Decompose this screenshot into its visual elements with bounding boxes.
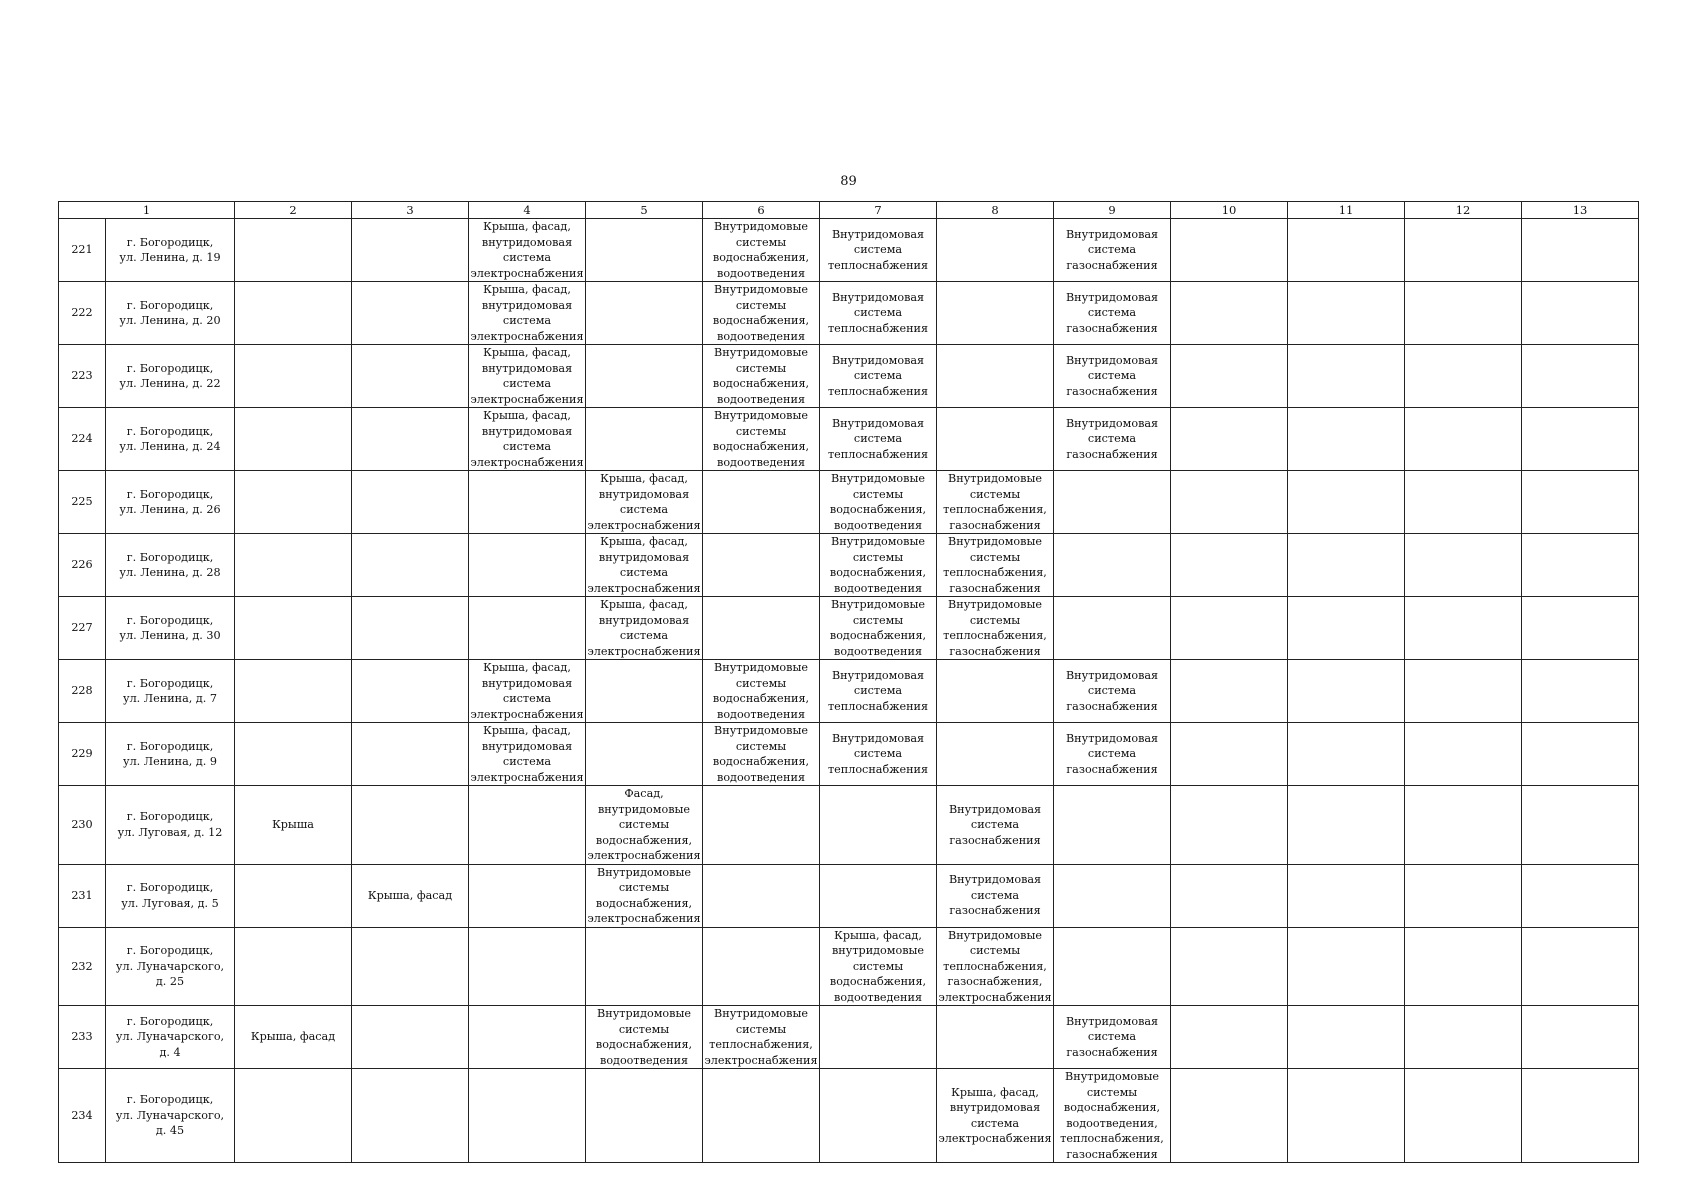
row-number-cell: 225 (59, 471, 106, 534)
table-row (59, 723, 1639, 786)
table-row (59, 534, 1639, 597)
work-type-cell-col-12 (1405, 786, 1522, 865)
table-row (59, 660, 1639, 723)
work-type-cell-col-7: Внутридомовая система теплоснабжения (820, 660, 937, 723)
address-cell: г. Богородицк, ул. Луговая, д. 5 (106, 864, 235, 927)
work-type-cell-col-11 (1288, 219, 1405, 282)
work-type-cell-col-9: Внутридомовая система газоснабжения (1054, 345, 1171, 408)
work-type-cell-col-10 (1171, 408, 1288, 471)
work-type-cell-col-12 (1405, 471, 1522, 534)
work-type-cell-col-6: Внутридомовые системы теплоснабжения, электроснабжения (704, 1007, 818, 1067)
table-row (59, 219, 1639, 282)
work-type-cell-col-2 (235, 219, 352, 282)
work-type-cell-col-5 (586, 345, 703, 408)
column-header: 9 (1054, 202, 1171, 219)
work-type-cell-col-5 (586, 660, 703, 723)
work-type-cell-col-11 (1288, 471, 1405, 534)
work-type-cell-col-12 (1405, 219, 1522, 282)
work-type-cell-col-9 (1054, 927, 1171, 1006)
column-header: 7 (820, 202, 937, 219)
work-type-cell-col-10 (1171, 471, 1288, 534)
work-type-cell-col-4 (469, 864, 586, 927)
address-cell: г. Богородицк, ул. Ленина, д. 30 (106, 597, 235, 660)
work-type-cell-col-12 (1405, 660, 1522, 723)
table-row (59, 927, 1639, 1006)
work-type-cell-col-12 (1405, 408, 1522, 471)
work-type-cell-col-8: Внутридомовые системы теплоснабжения, газоснабжения (937, 534, 1054, 597)
work-type-cell-col-10 (1171, 534, 1288, 597)
work-type-cell-col-4 (469, 786, 586, 865)
work-type-cell-col-4 (469, 1006, 586, 1069)
work-type-cell-col-10 (1171, 927, 1288, 1006)
work-type-cell-col-3 (352, 471, 469, 534)
address-cell: г. Богородицк, ул. Луначарского, д. 25 (106, 927, 235, 1006)
address-cell: г. Богородицк, ул. Ленина, д. 20 (106, 282, 235, 345)
work-type-cell-col-13 (1522, 534, 1639, 597)
row-number-cell: 228 (59, 660, 106, 723)
row-number-cell: 223 (59, 345, 106, 408)
row-number-cell: 221 (59, 219, 106, 282)
work-type-cell-col-4 (469, 534, 586, 597)
work-type-cell-col-10 (1171, 219, 1288, 282)
work-type-cell-col-5: Внутридомовые системы водоснабжения, водоотведения (586, 1006, 703, 1069)
work-type-cell-col-11 (1288, 927, 1405, 1006)
work-type-cell-col-8: Внутридомовые системы теплоснабжения, газоснабжения (937, 597, 1054, 660)
work-type-cell-col-10 (1171, 345, 1288, 408)
work-type-cell-col-7: Внутридомовые системы водоснабжения, водоотведения (820, 471, 937, 534)
work-type-cell-col-11 (1288, 660, 1405, 723)
work-type-cell-col-8 (937, 408, 1054, 471)
work-type-cell-col-5: Крыша, фасад, внутридомовая система электроснабжения (587, 598, 701, 658)
work-type-cell-col-11 (1288, 786, 1405, 865)
work-type-cell-col-13 (1522, 786, 1639, 865)
work-type-cell-col-9: Внутридомовая система газоснабжения (1054, 1006, 1171, 1069)
table-row (59, 1006, 1639, 1069)
work-type-cell-col-13 (1522, 345, 1639, 408)
row-number-cell: 233 (59, 1006, 106, 1069)
table-row (59, 345, 1639, 408)
work-type-cell-col-11 (1288, 408, 1405, 471)
work-type-cell-col-8: Крыша, фасад, внутридомовая система электроснабжения (937, 1069, 1054, 1163)
work-type-cell-col-9 (1054, 597, 1171, 660)
work-type-cell-col-7: Внутридомовая система теплоснабжения (820, 345, 937, 408)
page-number: 89 (840, 174, 857, 189)
work-type-cell-col-9 (1054, 471, 1171, 534)
work-type-cell-col-10 (1171, 786, 1288, 865)
table-row (59, 786, 1639, 865)
work-type-cell-col-5: Внутридомовые системы водоснабжения, электроснабжения (587, 865, 701, 925)
work-type-cell-col-4: Крыша, фасад, внутридомовая система электроснабжения (470, 661, 584, 721)
work-type-cell-col-12 (1405, 927, 1522, 1006)
work-type-cell-col-2 (235, 282, 352, 345)
work-type-cell-col-3 (352, 927, 469, 1006)
work-type-cell-col-4: Крыша, фасад, внутридомовая система электроснабжения (470, 283, 584, 343)
work-type-cell-col-11 (1288, 1006, 1405, 1069)
address-cell: г. Богородицк, ул. Ленина, д. 24 (106, 408, 235, 471)
table-row (59, 1069, 1639, 1163)
work-type-cell-col-9: Внутридомовые системы водоснабжения, водоотведения, теплоснабжения, газоснабжения (1054, 1069, 1171, 1163)
column-number-row (59, 202, 1639, 219)
work-type-cell-col-7: Внутридомовая система теплоснабжения (820, 723, 937, 786)
work-type-cell-col-6: Внутридомовые системы водоснабжения, водоотведения (703, 660, 820, 723)
work-type-cell-col-13 (1522, 660, 1639, 723)
work-type-cell-col-10 (1171, 723, 1288, 786)
work-type-cell-col-8 (937, 660, 1054, 723)
work-type-cell-col-9: Внутридомовая система газоснабжения (1054, 219, 1171, 282)
work-type-cell-col-13 (1522, 864, 1639, 927)
work-type-cell-col-7: Внутридомовая система теплоснабжения (820, 408, 937, 471)
table-row (59, 597, 1639, 660)
address-cell: г. Богородицк, ул. Луначарского, д. 4 (106, 1006, 235, 1069)
row-number-cell: 234 (59, 1069, 106, 1163)
work-type-cell-col-12 (1405, 597, 1522, 660)
work-type-cell-col-12 (1405, 864, 1522, 927)
work-type-cell-col-5 (586, 723, 703, 786)
work-type-cell-col-2: Крыша (235, 786, 352, 865)
row-number-cell: 229 (59, 723, 106, 786)
work-type-cell-col-12 (1405, 282, 1522, 345)
work-type-cell-col-2: Крыша, фасад (235, 1006, 352, 1069)
work-type-cell-col-3: Крыша, фасад (352, 864, 469, 927)
row-number-cell: 227 (59, 597, 106, 660)
work-type-cell-col-6: Внутридомовые системы водоснабжения, водоотведения (703, 282, 820, 345)
work-type-cell-col-3 (352, 723, 469, 786)
work-type-cell-col-9 (1054, 864, 1171, 927)
work-type-cell-col-11 (1288, 864, 1405, 927)
work-type-cell-col-10 (1171, 597, 1288, 660)
work-type-cell-col-4 (469, 1069, 586, 1163)
work-type-cell-col-4: Крыша, фасад, внутридомовая система электроснабжения (470, 409, 584, 469)
work-type-cell-col-13 (1522, 927, 1639, 1006)
column-header: 8 (937, 202, 1054, 219)
table-row (59, 282, 1639, 345)
column-header: 6 (703, 202, 820, 219)
work-type-cell-col-3 (352, 219, 469, 282)
row-number-cell: 224 (59, 408, 106, 471)
work-type-cell-col-3 (352, 786, 469, 865)
work-type-cell-col-3 (352, 282, 469, 345)
work-type-cell-col-3 (352, 534, 469, 597)
row-number-cell: 230 (59, 786, 106, 865)
column-header: 3 (352, 202, 469, 219)
work-type-cell-col-3 (352, 345, 469, 408)
address-cell: г. Богородицк, ул. Ленина, д. 28 (106, 534, 235, 597)
work-type-cell-col-4 (469, 597, 586, 660)
work-type-cell-col-13 (1522, 408, 1639, 471)
work-type-cell-col-5: Крыша, фасад, внутридомовая система электроснабжения (587, 535, 701, 595)
work-type-cell-col-2 (235, 597, 352, 660)
column-header: 12 (1405, 202, 1522, 219)
work-type-cell-col-13 (1522, 723, 1639, 786)
work-type-cell-col-9: Внутридомовая система газоснабжения (1054, 723, 1171, 786)
work-type-cell-col-4 (469, 471, 586, 534)
work-type-cell-col-7 (820, 864, 937, 927)
row-number-cell: 226 (59, 534, 106, 597)
work-type-cell-col-8: Внутридомовые системы теплоснабжения, газоснабжения, электроснабжения (938, 928, 1052, 1004)
column-header: 10 (1171, 202, 1288, 219)
work-type-cell-col-6 (703, 864, 820, 927)
work-type-cell-col-5 (586, 282, 703, 345)
work-type-cell-col-2 (235, 723, 352, 786)
work-type-cell-col-2 (235, 1069, 352, 1163)
row-number-cell: 231 (59, 864, 106, 927)
work-type-cell-col-2 (235, 534, 352, 597)
work-type-cell-col-5: Фасад, внутридомовые системы водоснабжения, электроснабжения (587, 787, 701, 862)
work-type-cell-col-4 (469, 927, 586, 1006)
work-type-cell-col-7 (820, 786, 937, 865)
work-type-cell-col-3 (352, 1069, 469, 1163)
work-type-cell-col-7: Внутридомовая система теплоснабжения (820, 282, 937, 345)
table-body (59, 219, 1639, 1163)
address-cell: г. Богородицк, ул. Луначарского, д. 45 (106, 1069, 235, 1163)
work-type-cell-col-10 (1171, 864, 1288, 927)
address-cell: г. Богородицк, ул. Ленина, д. 9 (106, 723, 235, 786)
work-type-cell-col-7 (820, 1069, 937, 1163)
work-type-cell-col-6 (703, 471, 820, 534)
work-type-cell-col-2 (235, 471, 352, 534)
column-header: 11 (1288, 202, 1405, 219)
work-type-cell-col-2 (235, 345, 352, 408)
work-type-cell-col-6 (703, 927, 820, 1006)
work-type-cell-col-6: Внутридомовые системы водоснабжения, водоотведения (703, 408, 820, 471)
work-type-cell-col-7 (820, 1006, 937, 1069)
work-type-cell-col-12 (1405, 1006, 1522, 1069)
address-cell: г. Богородицк, ул. Ленина, д. 22 (106, 345, 235, 408)
work-type-cell-col-11 (1288, 723, 1405, 786)
work-type-cell-col-8: Внутридомовая система газоснабжения (937, 864, 1054, 927)
work-type-cell-col-3 (352, 408, 469, 471)
work-type-cell-col-10 (1171, 1069, 1288, 1163)
work-type-cell-col-6 (703, 534, 820, 597)
work-type-cell-col-10 (1171, 660, 1288, 723)
work-type-cell-col-10 (1171, 1006, 1288, 1069)
work-type-cell-col-9: Внутридомовая система газоснабжения (1054, 282, 1171, 345)
work-type-cell-col-10 (1171, 282, 1288, 345)
repair-schedule-table (58, 201, 1639, 1163)
table-row (59, 864, 1639, 927)
work-type-cell-col-5 (586, 927, 703, 1006)
work-type-cell-col-11 (1288, 345, 1405, 408)
work-type-cell-col-6 (703, 786, 820, 865)
work-type-cell-col-2 (235, 408, 352, 471)
work-type-cell-col-8 (937, 219, 1054, 282)
work-type-cell-col-13 (1522, 471, 1639, 534)
work-type-cell-col-12 (1405, 723, 1522, 786)
work-type-cell-col-13 (1522, 597, 1639, 660)
column-header: 1 (59, 202, 235, 219)
work-type-cell-col-2 (235, 864, 352, 927)
work-type-cell-col-4: Крыша, фасад, внутридомовая система электроснабжения (470, 724, 584, 784)
work-type-cell-col-7: Крыша, фасад, внутридомовые системы водоснабжения, водоотведения (820, 927, 937, 1006)
column-header: 5 (586, 202, 703, 219)
work-type-cell-col-3 (352, 1006, 469, 1069)
work-type-cell-col-13 (1522, 1006, 1639, 1069)
work-type-cell-col-5: Крыша, фасад, внутридомовая система электроснабжения (587, 472, 701, 532)
work-type-cell-col-12 (1405, 1069, 1522, 1163)
work-type-cell-col-8: Внутридомовая система газоснабжения (937, 786, 1054, 865)
work-type-cell-col-8 (937, 723, 1054, 786)
work-type-cell-col-4: Крыша, фасад, внутридомовая система электроснабжения (470, 346, 584, 406)
address-cell: г. Богородицк, ул. Ленина, д. 7 (106, 660, 235, 723)
work-type-cell-col-6: Внутридомовые системы водоснабжения, водоотведения (703, 345, 820, 408)
work-type-cell-col-9 (1054, 534, 1171, 597)
work-type-cell-col-4: Крыша, фасад, внутридомовая система электроснабжения (470, 220, 584, 280)
work-type-cell-col-5 (586, 219, 703, 282)
work-type-cell-col-7: Внутридомовые системы водоснабжения, водоотведения (820, 534, 937, 597)
column-header: 13 (1522, 202, 1639, 219)
work-type-cell-col-7: Внутридомовые системы водоснабжения, водоотведения (820, 597, 937, 660)
work-type-cell-col-3 (352, 660, 469, 723)
work-type-cell-col-13 (1522, 282, 1639, 345)
work-type-cell-col-9: Внутридомовая система газоснабжения (1054, 408, 1171, 471)
work-type-cell-col-13 (1522, 219, 1639, 282)
work-type-cell-col-8 (937, 282, 1054, 345)
table-row (59, 408, 1639, 471)
work-type-cell-col-12 (1405, 534, 1522, 597)
address-cell: г. Богородицк, ул. Ленина, д. 26 (106, 471, 235, 534)
work-type-cell-col-11 (1288, 597, 1405, 660)
work-type-cell-col-8 (937, 345, 1054, 408)
work-type-cell-col-6 (703, 1069, 820, 1163)
work-type-cell-col-5 (586, 1069, 703, 1163)
work-type-cell-col-8 (937, 1006, 1054, 1069)
work-type-cell-col-6: Внутридомовые системы водоснабжения, водоотведения (703, 219, 820, 282)
work-type-cell-col-11 (1288, 1069, 1405, 1163)
work-type-cell-col-5 (586, 408, 703, 471)
work-type-cell-col-11 (1288, 534, 1405, 597)
work-type-cell-col-6 (703, 597, 820, 660)
row-number-cell: 232 (59, 927, 106, 1006)
table-row (59, 471, 1639, 534)
work-type-cell-col-9 (1054, 786, 1171, 865)
address-cell: г. Богородицк, ул. Ленина, д. 19 (106, 219, 235, 282)
work-type-cell-col-11 (1288, 282, 1405, 345)
work-type-cell-col-2 (235, 660, 352, 723)
work-type-cell-col-8: Внутридомовые системы теплоснабжения, газоснабжения (937, 471, 1054, 534)
work-type-cell-col-7: Внутридомовая система теплоснабжения (820, 219, 937, 282)
column-header: 2 (235, 202, 352, 219)
column-header: 4 (469, 202, 586, 219)
row-number-cell: 222 (59, 282, 106, 345)
address-cell: г. Богородицк, ул. Луговая, д. 12 (106, 786, 235, 865)
work-type-cell-col-6: Внутридомовые системы водоснабжения, водоотведения (703, 723, 820, 786)
work-type-cell-col-9: Внутридомовая система газоснабжения (1054, 660, 1171, 723)
work-type-cell-col-12 (1405, 345, 1522, 408)
work-type-cell-col-13 (1522, 1069, 1639, 1163)
work-type-cell-col-2 (235, 927, 352, 1006)
work-type-cell-col-3 (352, 597, 469, 660)
